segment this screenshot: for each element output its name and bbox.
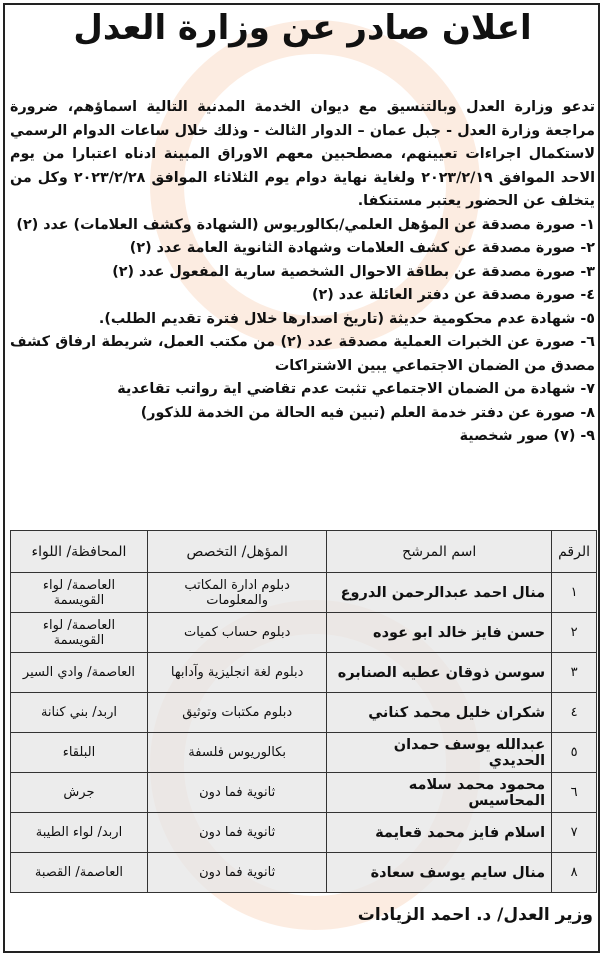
header-name: اسم المرشح [327, 531, 552, 573]
cell-name: سوسن ذوقان عطيه الصنابره [327, 653, 552, 693]
cell-qualification: بكالوريوس فلسفة [147, 733, 326, 773]
cell-number: ٤ [552, 693, 597, 733]
cell-qualification: ثانوية فما دون [147, 853, 326, 893]
table-header-row [11, 531, 597, 573]
table-row [11, 573, 597, 613]
cell-governorate: البلقاء [11, 733, 148, 773]
candidates-table [10, 530, 597, 893]
table-row [11, 693, 597, 733]
table-row [11, 813, 597, 853]
table-row [11, 853, 597, 893]
cell-qualification: دبلوم مكتبات وتوثيق [147, 693, 326, 733]
cell-governorate: جرش [11, 773, 148, 813]
cell-number: ١ [552, 573, 597, 613]
cell-name: عبدالله يوسف حمدان الحديدي [327, 733, 552, 773]
cell-name: محمود محمد سلامه المحاسيس [327, 773, 552, 813]
requirement-item: ٤- صورة مصدقة عن دفتر العائلة عدد (٢) [311, 287, 595, 303]
cell-name: حسن فايز خالد ابو عوده [327, 613, 552, 653]
cell-number: ٧ [552, 813, 597, 853]
table-row [11, 773, 597, 813]
cell-name: اسلام فايز محمد قعايمة [327, 813, 552, 853]
requirement-item: ٥- شهادة عدم محكومية حديثة (تاريخ اصدارها خلال فترة تقديم الطلب). [98, 310, 595, 327]
cell-qualification: ثانوية فما دون [147, 773, 326, 813]
cell-name: شكران خليل محمد كناني [327, 693, 552, 733]
table-row [11, 653, 597, 693]
cell-number: ٨ [552, 853, 597, 893]
cell-number: ٦ [552, 773, 597, 813]
cell-governorate: العاصمة/ وادي السير [11, 653, 148, 693]
table-row [11, 733, 597, 773]
cell-number: ٣ [552, 653, 597, 693]
cell-qualification: دبلوم ادارة المكاتب والمعلومات [147, 573, 326, 613]
cell-governorate: العاصمة/ القصبة [11, 853, 148, 893]
header-qualification: المؤهل/ التخصص [147, 531, 326, 573]
cell-governorate: اربد/ بني كنانة [11, 693, 148, 733]
announcement-title: اعلان صادر عن وزارة العدل [73, 8, 532, 48]
intro-paragraph: تدعو وزارة العدل وبالتنسيق مع ديوان الخدمة المدنية التالية اسماؤهم، ضرورة مراجعة وزارة العدل - جبل عمان – الدوار الثالث - وذلك خلال ساعات الدوام الرسمي لاستكمال اجراءات تعيينهم، مصطحبين معهم الاوراق المبينة ادناه اعتبارا من يوم الاحد الموافق ٢٠٢٣/٢/١٩ ولغاية نهاية دوام يوم الثلاثاء الموافق ٢٠٢٣/٢/٢٨ وكل من يتخلف عن الحضور يعتبر مستنكفا. [10, 99, 596, 209]
cell-qualification: دبلوم لغة انجليزية وآدابها [147, 653, 326, 693]
cell-governorate: العاصمة/ لواء القويسمة [11, 613, 148, 653]
cell-name: منال احمد عبدالرحمن الدروع [327, 573, 552, 613]
requirement-item: ١- صورة مصدقة عن المؤهل العلمي/بكالوريوس (الشهادة وكشف العلامات) عدد (٢) [16, 216, 595, 233]
header-number: الرقم [552, 531, 597, 573]
requirement-item: ٣- صورة مصدقة عن بطاقة الاحوال الشخصية سارية المفعول عدد (٢) [112, 263, 595, 280]
cell-governorate: العاصمة/ لواء القويسمة [11, 573, 148, 613]
cell-qualification: دبلوم حساب كميات [147, 613, 326, 653]
table-row [11, 613, 597, 653]
cell-number: ٥ [552, 733, 597, 773]
signature: وزير العدل/ د. احمد الزيادات [357, 905, 593, 925]
cell-name: منال سايم يوسف سعادة [327, 853, 552, 893]
requirement-item: ٦- صورة عن الخبرات العملية مصدقة عدد (٢) من مكتب العمل، شريطة ارفاق كشف مصدق من الضمان الاجتماعي يبين الاشتراكات [10, 334, 595, 374]
cell-governorate: اربد/ لواء الطيبة [11, 813, 148, 853]
header-governorate: المحافظة/ اللواء [11, 531, 148, 573]
requirement-item: ٧- شهادة من الضمان الاجتماعي تثبت عدم تقاضي اية رواتب تقاعدية [117, 381, 595, 397]
requirement-item: ٢- صورة مصدقة عن كشف العلامات وشهادة الثانوية العامة عدد (٢) [129, 240, 595, 256]
cell-qualification: ثانوية فما دون [147, 813, 326, 853]
requirement-item: ٨- صورة عن دفتر خدمة العلم (تبين فيه الحالة من الخدمة للذكور) [140, 404, 595, 421]
cell-number: ٢ [552, 613, 597, 653]
requirement-item: ٩- (٧) صور شخصية [459, 428, 595, 444]
announcement-body [10, 96, 595, 449]
